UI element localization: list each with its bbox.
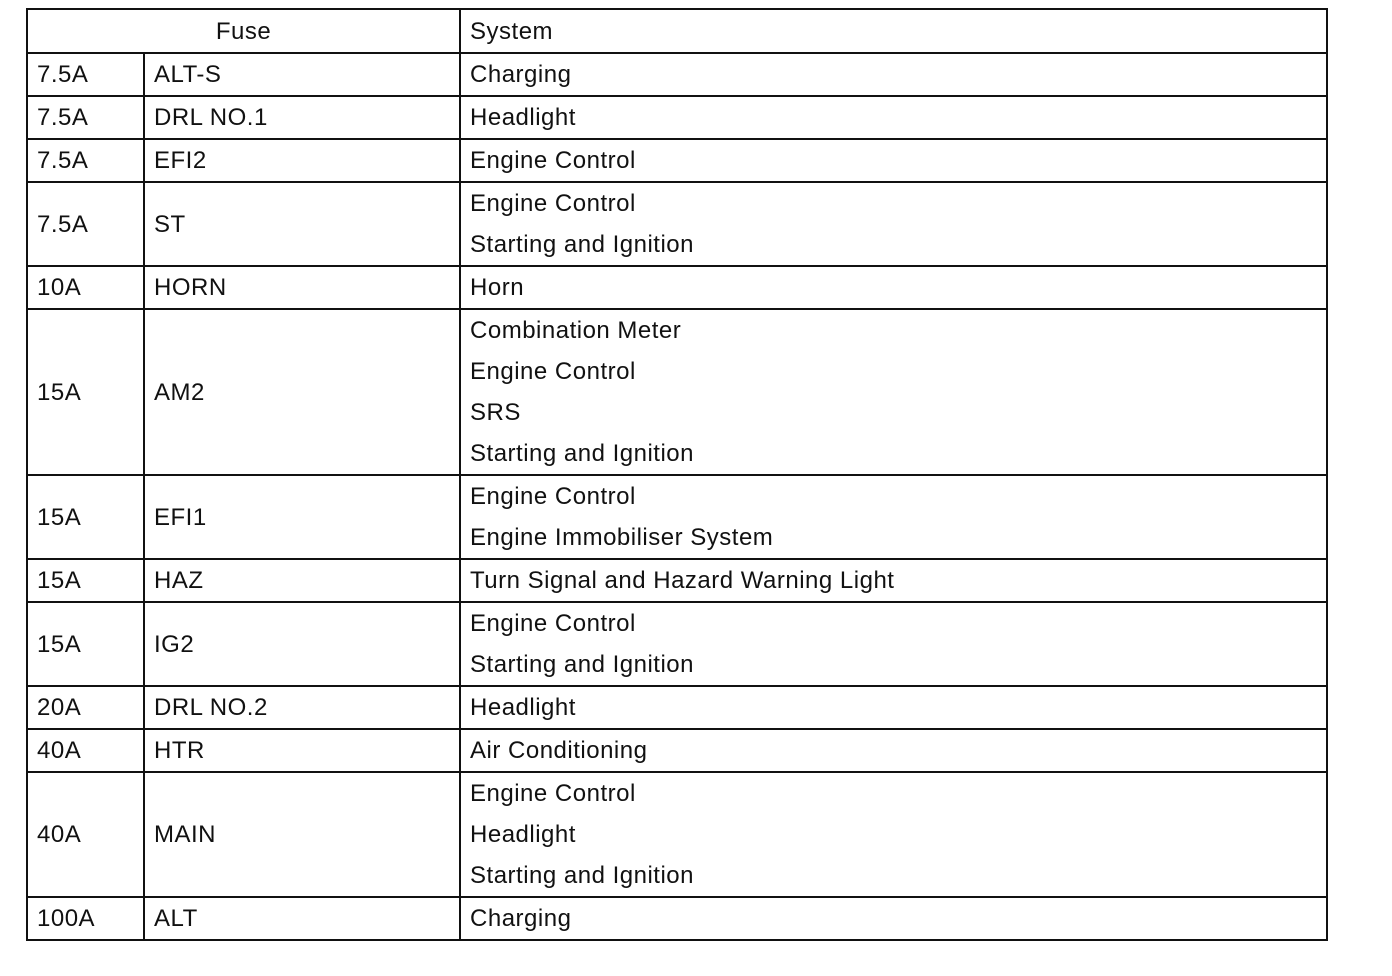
fuse-name: HAZ: [144, 559, 460, 602]
system-cell: [460, 686, 1327, 729]
system-cell: [460, 53, 1327, 96]
table-row: [27, 559, 1327, 602]
system-cell: [460, 139, 1327, 182]
fuse-name: IG2: [144, 602, 460, 686]
fuse-amperage: 10A: [27, 266, 144, 309]
fuse-amperage: 15A: [27, 559, 144, 602]
header-row: [27, 9, 1327, 53]
system-cell: [460, 729, 1327, 772]
table-row: [27, 729, 1327, 772]
system-name: Engine Control: [470, 147, 636, 174]
fuse-name: EFI2: [144, 139, 460, 182]
system-name: Starting and Ignition: [470, 862, 694, 889]
table-row: [27, 139, 1327, 182]
fuse-name: ST: [144, 182, 460, 266]
fuse-name: DRL NO.2: [144, 686, 460, 729]
system-name: Starting and Ignition: [470, 440, 694, 467]
table-row: [27, 266, 1327, 309]
system-name: Air Conditioning: [470, 737, 648, 764]
fuse-amperage: 40A: [27, 772, 144, 897]
system-name: Engine Control: [470, 483, 636, 510]
system-cell: [460, 96, 1327, 139]
table-row: [27, 309, 1327, 475]
fuse-amperage: 15A: [27, 475, 144, 559]
system-name: Headlight: [470, 694, 576, 721]
system-cell: [460, 266, 1327, 309]
fuse-name: HTR: [144, 729, 460, 772]
fuse-amperage: 40A: [27, 729, 144, 772]
system-name: Starting and Ignition: [470, 231, 694, 258]
fuse-name: DRL NO.1: [144, 96, 460, 139]
system-cell: [460, 182, 1327, 266]
system-cell: [460, 309, 1327, 475]
system-column-header: System: [460, 9, 1327, 53]
fuse-amperage: 7.5A: [27, 182, 144, 266]
fuse-column-header: Fuse: [27, 9, 460, 53]
fuse-name: AM2: [144, 309, 460, 475]
table-row: [27, 475, 1327, 559]
system-cell: [460, 897, 1327, 940]
system-name: Charging: [470, 905, 572, 932]
table-row: [27, 96, 1327, 139]
system-name: Combination Meter: [470, 317, 682, 344]
fuse-name: ALT-S: [144, 53, 460, 96]
fuse-name: ALT: [144, 897, 460, 940]
table-row: [27, 53, 1327, 96]
system-cell: [460, 559, 1327, 602]
fuse-amperage: 15A: [27, 309, 144, 475]
system-name: Engine Control: [470, 190, 636, 217]
system-name: Headlight: [470, 104, 576, 131]
system-name: Engine Control: [470, 780, 636, 807]
system-name: SRS: [470, 399, 521, 426]
system-name: Charging: [470, 61, 572, 88]
fuse-table-body: [27, 53, 1327, 940]
system-name: Horn: [470, 274, 525, 301]
fuse-amperage: 7.5A: [27, 96, 144, 139]
fuse-amperage: 100A: [27, 897, 144, 940]
system-cell: [460, 772, 1327, 897]
fuse-amperage: 7.5A: [27, 139, 144, 182]
table-row: [27, 897, 1327, 940]
fuse-name: EFI1: [144, 475, 460, 559]
fuse-table: [26, 8, 1328, 941]
system-name: Turn Signal and Hazard Warning Light: [470, 567, 895, 594]
system-name: Engine Control: [470, 358, 636, 385]
fuse-amperage: 15A: [27, 602, 144, 686]
system-name: Headlight: [470, 821, 576, 848]
system-name: Engine Immobiliser System: [470, 524, 774, 551]
system-name: Starting and Ignition: [470, 651, 694, 678]
system-name: Engine Control: [470, 610, 636, 637]
fuse-amperage: 20A: [27, 686, 144, 729]
table-row: [27, 602, 1327, 686]
fuse-amperage: 7.5A: [27, 53, 144, 96]
system-cell: [460, 602, 1327, 686]
table-row: [27, 182, 1327, 266]
table-row: [27, 686, 1327, 729]
system-cell: [460, 475, 1327, 559]
fuse-name: HORN: [144, 266, 460, 309]
fuse-name: MAIN: [144, 772, 460, 897]
table-row: [27, 772, 1327, 897]
